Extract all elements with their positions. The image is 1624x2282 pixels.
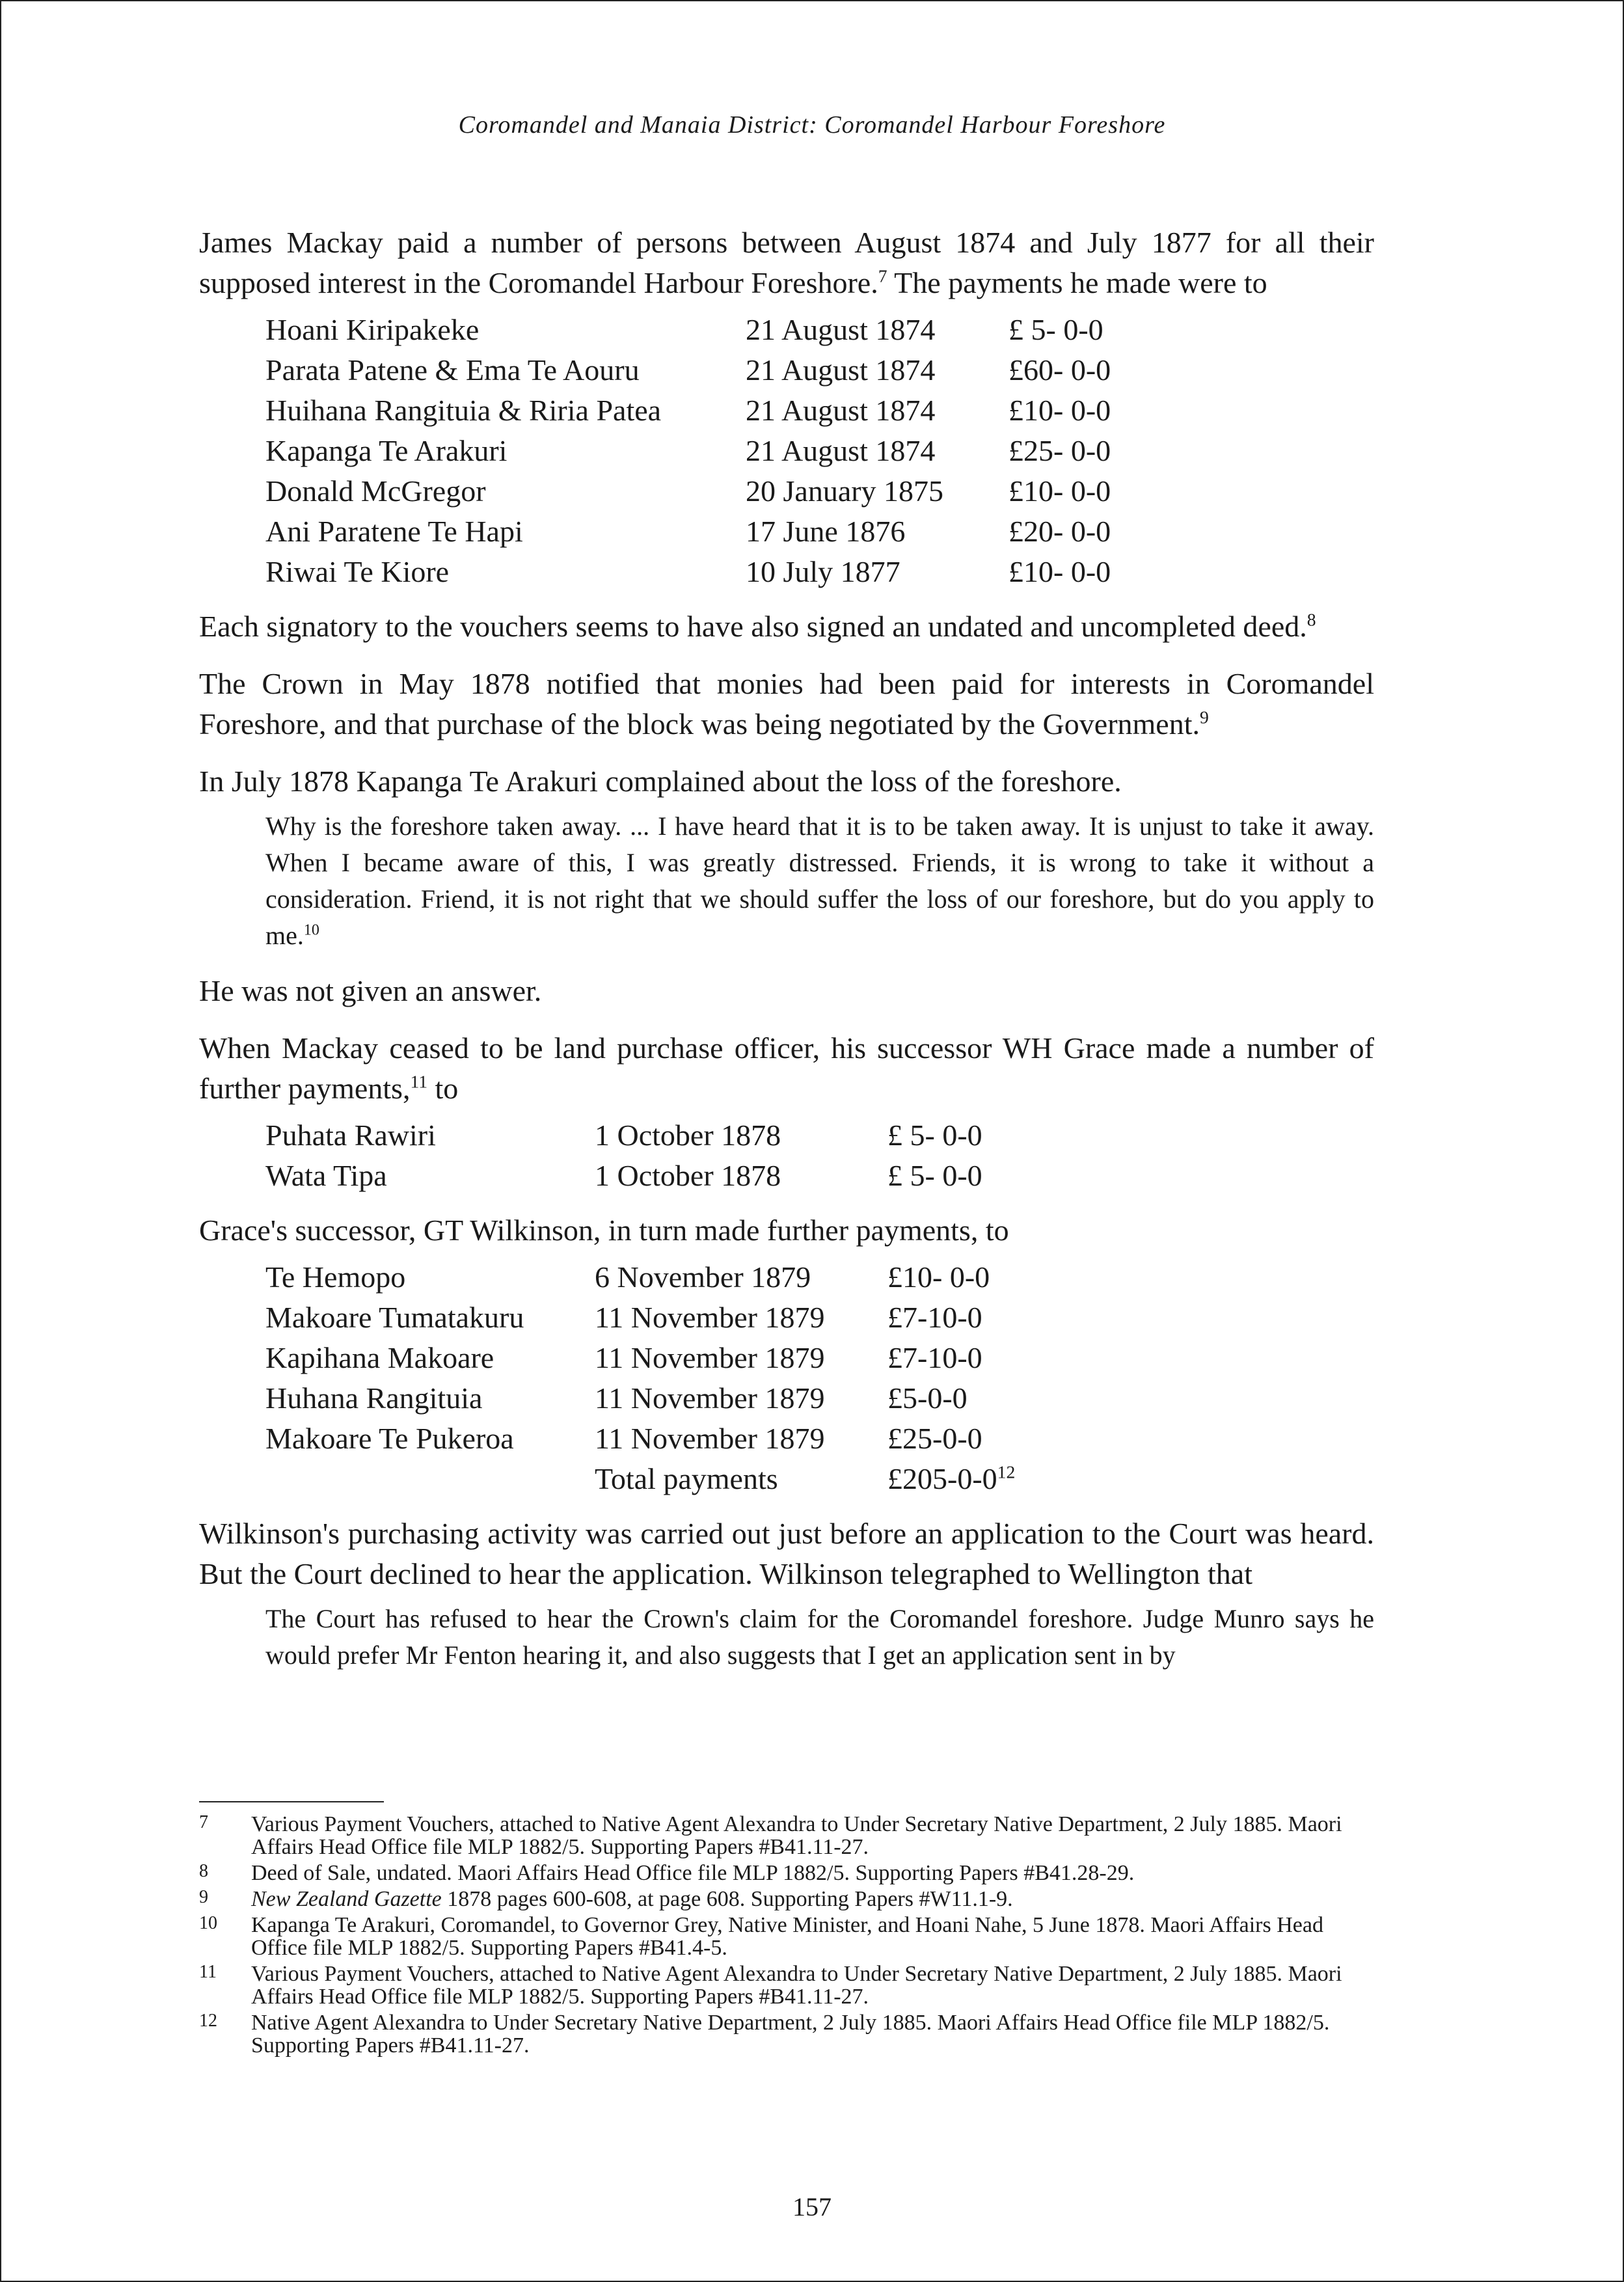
payment-row (265, 1297, 1015, 1338)
paragraph-text: Each signatory to the vouchers seems to have also signed an undated and uncompleted deed. (199, 610, 1307, 643)
payment-row (265, 1156, 982, 1196)
mackay-payments-table (265, 310, 1111, 592)
footnote-body: Deed of Sale, undated. Maori Affairs Head Office file MLP 1882/5. Supporting Papers #B41.28-29. (251, 1861, 1135, 1885)
payment-row (265, 1257, 1015, 1297)
payment-row (265, 511, 1111, 552)
payee-name: Te Hemopo (265, 1260, 406, 1294)
payment-row (265, 1338, 1015, 1378)
payment-date: 11 November 1879 (595, 1301, 825, 1334)
footnote-body: Native Agent Alexandra to Under Secretary Native Department, 2 July 1885. Maori Affairs Head Office file MLP 1882/5. Supporting Papers #B41.11-27. (251, 2011, 1330, 2058)
paragraph-no-answer: He was not given an answer. (199, 974, 542, 1007)
payee-name: Kapihana Makoare (265, 1341, 494, 1374)
footnote (199, 1862, 1374, 1884)
payment-row (265, 310, 1111, 350)
footnote-number: 11 (199, 1962, 217, 1982)
payment-date: 1 October 1878 (595, 1119, 781, 1152)
payment-date: 20 January 1875 (746, 474, 944, 508)
payee-name: Makoare Te Pukeroa (265, 1422, 514, 1455)
payee-name: Puhata Rawiri (265, 1119, 436, 1152)
footnote-ref[interactable]: 8 (1306, 609, 1316, 630)
footnote (199, 1914, 1374, 1959)
paragraph-text: James Mackay paid a number of persons between August 1874 and July 1877 for all their supposed interest in the Coromandel Harbour Foreshore. (199, 226, 1374, 299)
running-head: Coromandel and Manaia District: Coromandel Harbour Foreshore (458, 111, 1166, 139)
payment-row (265, 471, 1111, 511)
payment-date: 21 August 1874 (746, 353, 936, 387)
footnote-number: 9 (199, 1887, 208, 1907)
payee-name: Wata Tipa (265, 1159, 387, 1192)
footnote-ref[interactable]: 7 (878, 265, 887, 286)
footnote (199, 1888, 1374, 1910)
payment-amount: £20- 0-0 (1008, 515, 1111, 548)
payment-amount: £60- 0-0 (1008, 353, 1111, 387)
payment-amount: £10- 0-0 (887, 1260, 990, 1294)
payment-amount: £ 5- 0-0 (887, 1159, 982, 1192)
payment-row (265, 1115, 982, 1156)
footnote-number: 8 (199, 1861, 208, 1881)
footnote-divider (199, 1801, 384, 1802)
payee-name: Kapanga Te Arakuri (265, 434, 508, 467)
payment-amount: £10- 0-0 (1008, 555, 1111, 588)
paragraph-mackay-intro (199, 223, 1374, 303)
payee-name: Hoani Kiripakeke (265, 313, 480, 346)
footnote-ref[interactable]: 9 (1200, 707, 1209, 727)
footnotes (199, 1813, 1374, 2060)
total-amount: £205-0-0 (887, 1462, 997, 1495)
payment-amount: £5-0-0 (887, 1381, 968, 1415)
page-number: 157 (792, 2192, 832, 2221)
footnote-ref[interactable]: 12 (997, 1461, 1016, 1482)
grace-payments-table (265, 1115, 982, 1196)
payment-amount: £ 5- 0-0 (887, 1119, 982, 1152)
payment-amount: £10- 0-0 (1008, 474, 1111, 508)
payment-date: 10 July 1877 (746, 555, 900, 588)
footnote-ref[interactable]: 10 (303, 921, 319, 939)
footnote-number: 12 (199, 2011, 217, 2031)
payment-row (265, 390, 1111, 431)
footnote-ref[interactable]: 11 (410, 1071, 428, 1092)
block-quote-kapanga (265, 808, 1374, 954)
total-spacer (265, 1459, 595, 1499)
body-text (199, 223, 1374, 1691)
paragraph-crown-notice (199, 664, 1374, 744)
payee-name: Ani Paratene Te Hapi (265, 515, 523, 548)
paragraph-signatory (199, 606, 1374, 647)
payee-name: Parata Patene & Ema Te Aouru (265, 353, 640, 387)
payee-name: Riwai Te Kiore (265, 555, 450, 588)
payment-row (265, 552, 1111, 592)
payment-date: 11 November 1879 (595, 1341, 825, 1374)
payee-name: Huihana Rangituia & Riria Patea (265, 394, 662, 427)
wilkinson-payments-table (265, 1257, 1015, 1499)
footnote-number: 10 (199, 1913, 217, 1933)
footnote-text (251, 2011, 1374, 2057)
footnote-body: 1878 pages 600-608, at page 608. Supporting Papers #W11.1-9. (441, 1887, 1013, 1911)
block-quote-telegram: The Court has refused to hear the Crown's claim for the Coromandel foreshore. Judge Munro says he would prefer Mr Fenton hearing it, and also suggests that I get an application sent in by (265, 1604, 1374, 1670)
payment-row (265, 1419, 1015, 1459)
footnote (199, 1813, 1374, 1858)
footnote-text (251, 1862, 1374, 1884)
payment-amount: £ 5- 0-0 (1008, 313, 1103, 346)
paragraph-text: When Mackay ceased to be land purchase officer, his successor WH Grace made a number of further payments, (199, 1031, 1374, 1105)
paragraph-text: The Crown in May 1878 notified that monies had been paid for interests in Coromandel Foreshore, and that purchase of the block was being negotiated by the Government. (199, 667, 1374, 740)
payment-amount: £25-0-0 (887, 1422, 982, 1455)
footnote-body: Various Payment Vouchers, attached to Native Agent Alexandra to Under Secretary Native Department, 2 July 1885. Maori Affairs Head Office file MLP 1882/5. Supporting Papers #B41.11-27. (251, 1812, 1342, 1859)
paragraph-court: Wilkinson's purchasing activity was carried out just before an application to the Court was heard. But the Court declined to hear the application. Wilkinson telegraphed to Wellington that (199, 1517, 1374, 1590)
payee-name: Donald McGregor (265, 474, 486, 508)
payment-amount: £25- 0-0 (1008, 434, 1111, 467)
payment-date: 1 October 1878 (595, 1159, 781, 1192)
payment-row (265, 350, 1111, 390)
paragraph-text: to (427, 1072, 459, 1105)
footnote (199, 2011, 1374, 2057)
total-amount-cell (887, 1459, 1015, 1499)
payment-row (265, 1378, 1015, 1419)
footnote-number: 7 (199, 1812, 208, 1832)
footnote-text (251, 1963, 1374, 2008)
paragraph-grace (199, 1028, 1374, 1109)
payee-name: Huhana Rangituia (265, 1381, 483, 1415)
payment-date: 6 November 1879 (595, 1260, 811, 1294)
payment-date: 17 June 1876 (746, 515, 906, 548)
payment-row (265, 431, 1111, 471)
payment-date: 21 August 1874 (746, 434, 936, 467)
quote-text: Why is the foreshore taken away. ... I have heard that it is to be taken away. It is unjust to take it away. When I became aware of this, I was greatly distressed. Friends, it is wrong to take it without a consideration. Friend, it is not right that we should suffer the loss of our foreshore, but do you apply to me. (265, 811, 1374, 950)
footnote (199, 1963, 1374, 2008)
payment-amount: £7-10-0 (887, 1341, 982, 1374)
payment-date: 11 November 1879 (595, 1422, 825, 1455)
payment-amount: £7-10-0 (887, 1301, 982, 1334)
payment-amount: £10- 0-0 (1008, 394, 1111, 427)
footnote-text (251, 1914, 1374, 1959)
total-row (265, 1459, 1015, 1499)
payment-date: 11 November 1879 (595, 1381, 825, 1415)
footnote-body: Various Payment Vouchers, attached to Native Agent Alexandra to Under Secretary Native Department, 2 July 1885. Maori Affairs Head Office file MLP 1882/5. Supporting Papers #B41.11-27. (251, 1962, 1342, 2009)
payment-date: 21 August 1874 (746, 313, 936, 346)
paragraph-complaint: In July 1878 Kapanga Te Arakuri complained about the loss of the foreshore. (199, 765, 1122, 798)
payee-name: Makoare Tumatakuru (265, 1301, 524, 1334)
footnote-text (251, 1888, 1374, 1910)
paragraph-wilkinson: Grace's successor, GT Wilkinson, in turn made further payments, to (199, 1214, 1009, 1247)
footnote-body: Kapanga Te Arakuri, Coromandel, to Governor Grey, Native Minister, and Hoani Nahe, 5 June 1878. Maori Affairs Head Office file MLP 1882/5. Supporting Papers #B41.4-5. (251, 1913, 1323, 1960)
footnote-italic-title: New Zealand Gazette (251, 1887, 442, 1911)
paragraph-text: The payments he made were to (887, 266, 1267, 299)
total-label: Total payments (595, 1462, 778, 1495)
payment-date: 21 August 1874 (746, 394, 936, 427)
footnote-text (251, 1813, 1374, 1858)
